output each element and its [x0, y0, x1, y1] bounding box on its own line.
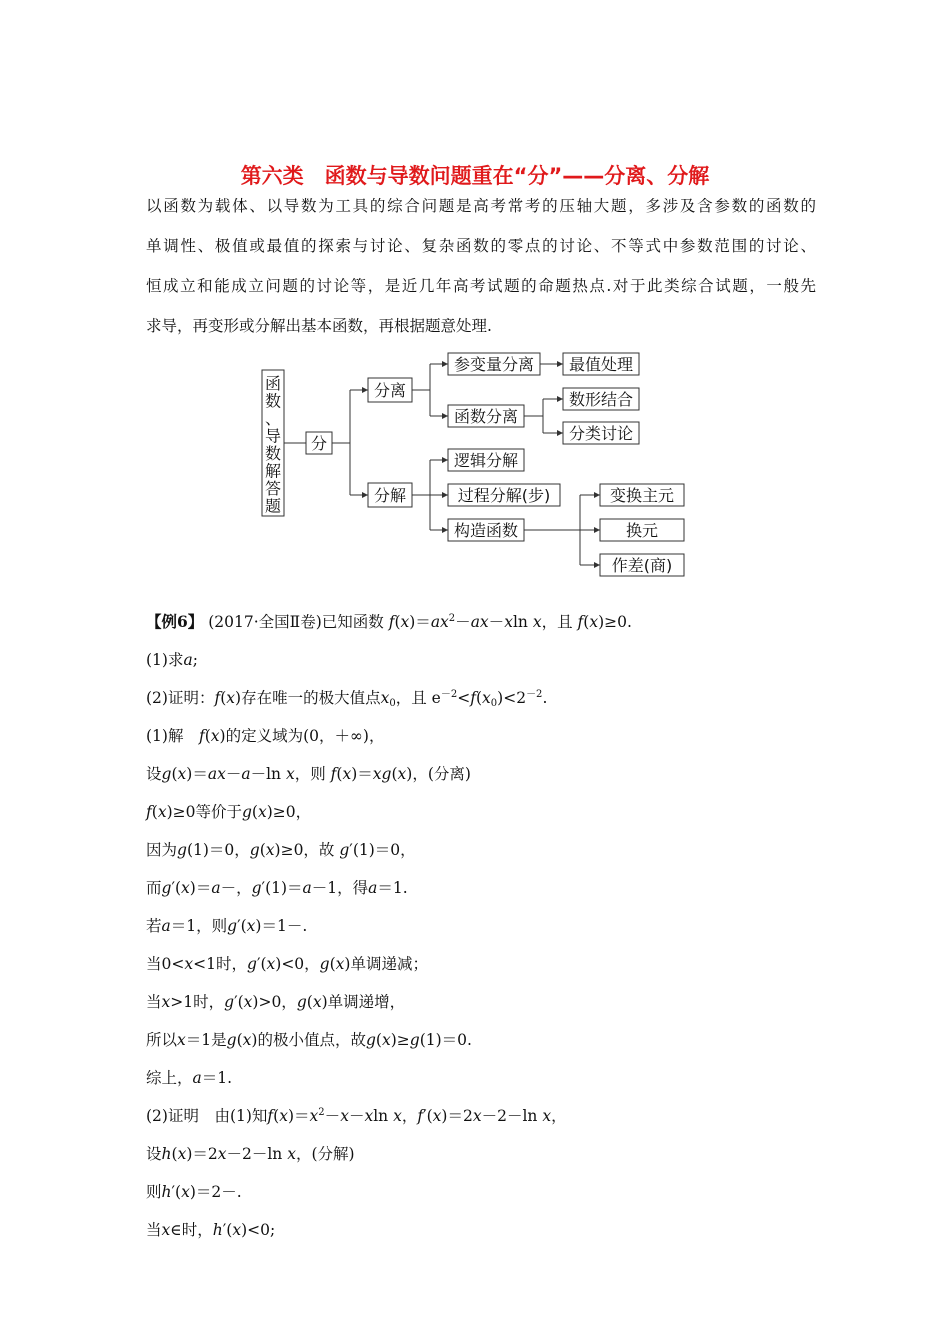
intro-line: 恒成立和能成立问题的讨论等，是近几年高考试题的命题热点.对于此类综合试题，一般先 — [146, 277, 816, 295]
intro-line: 单调性、极值或最值的探索与讨论、复杂函数的零点的讨论、不等式中参数范围的讨论、 — [146, 237, 816, 255]
solution-line: 则h′(x)＝2－. — [146, 1183, 242, 1201]
intro-line: 求导，再变形或分解出基本函数，再根据题意处理. — [146, 317, 492, 335]
question-1: (1)求a; — [146, 651, 198, 669]
intro-line: 以函数为载体、以导数为工具的综合问题是高考常考的压轴大题，多涉及含参数的函数的 — [146, 197, 816, 215]
solution-line: f(x)≥0等价于g(x)≥0， — [146, 803, 312, 821]
sub-main-label: 变换主元 — [609, 486, 675, 505]
solution-line: 而g′(x)＝a－，g′(1)＝a－1，得a＝1. — [146, 879, 408, 897]
diff-quot-label: 作差(商) — [611, 556, 673, 575]
solution-line: 当x>1时，g′(x)>0，g(x)单调递增， — [146, 993, 406, 1011]
extreme-label: 最值处理 — [568, 355, 634, 374]
param-sep-label: 参变量分离 — [453, 355, 535, 374]
decompose-label: 分解 — [373, 486, 407, 505]
page-title: 第六类 函数与导数问题重在“分”——分离、分解 — [240, 164, 710, 188]
example-source: (2017·全国Ⅱ卷)已知函数 — [208, 613, 384, 631]
shape-num-label: 数形结合 — [568, 390, 634, 409]
sub-elem-label: 换元 — [625, 521, 659, 540]
solution-line: (1)解 f(x)的定义域为(0，＋∞)， — [146, 727, 385, 745]
solution-line: 设h(x)＝2x－2－ln x，(分解) — [146, 1145, 355, 1163]
split-label: 分 — [310, 434, 328, 453]
solution-line: 当x∈时，h′(x)<0; — [146, 1221, 276, 1239]
solution-line: 若a＝1，则g′(x)＝1－. — [146, 917, 308, 935]
classify-label: 分类讨论 — [568, 424, 634, 443]
solution-line: 当0<x<1时，g′(x)<0，g(x)单调递减； — [146, 955, 428, 973]
flow-diagram — [258, 345, 698, 585]
example-label: 【例6】 — [146, 612, 204, 631]
solution-line: 所以x＝1是g(x)的极小值点，故g(x)≥g(1)＝0. — [146, 1031, 472, 1049]
process-label: 过程分解(步) — [457, 486, 551, 505]
solution-line: (2)证明 由(1)知$f(x)=x^2-x-xln$ x，f′(x)＝2x－2－ln x， — [146, 1107, 567, 1125]
func-sep-label: 函数分离 — [453, 407, 519, 426]
root-label: 函数、导数解答题 — [264, 374, 282, 516]
logic-label: 逻辑分解 — [453, 451, 519, 470]
solution-line: 综上，a＝1. — [146, 1069, 233, 1087]
solution-line: 设g(x)＝ax－a－ln x，则 f(x)＝xg(x)，(分离) — [146, 765, 471, 783]
separate-label: 分离 — [373, 381, 407, 400]
question-2: (2)证明：f(x)存在唯一的极大值点$x_0$，且 $e^{-2}<f(x_0)<2^{-2}$. — [146, 689, 548, 709]
intro-paragraph — [146, 186, 816, 346]
construct-label: 构造函数 — [453, 521, 519, 540]
solution-line: 因为g(1)＝0，g(x)≥0，故 g′(1)＝0， — [146, 841, 416, 859]
example-header: 【例6】 (2017·全国Ⅱ卷)已知函数 $f(x)=ax^2-ax-xln$ x，且 f(x)≥0. — [146, 612, 632, 631]
